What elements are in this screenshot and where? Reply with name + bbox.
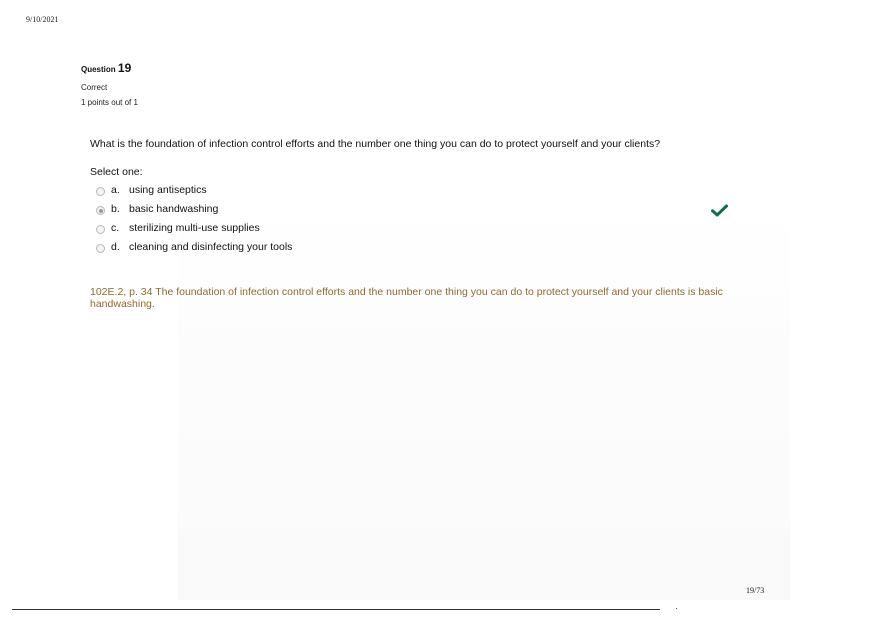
question-info [81, 60, 138, 110]
answer-text: using antiseptics [129, 183, 207, 196]
answer-letter: a. [111, 183, 120, 196]
answer-list [96, 180, 736, 256]
answer-letter: d. [111, 240, 120, 253]
question-number: 19 [117, 61, 132, 75]
radio-button[interactable] [96, 187, 105, 196]
answer-text: sterilizing multi-use supplies [129, 221, 260, 234]
answer-letter: b. [111, 202, 120, 215]
question-number-line [81, 60, 138, 78]
print-date: 9/10/2021 [26, 15, 59, 24]
background-shade [178, 208, 790, 600]
question-grade: 1 points out of 1 [81, 98, 138, 107]
answer-option-d[interactable] [96, 237, 736, 256]
answer-text: cleaning and disinfecting your tools [129, 240, 293, 253]
page-number: 19/73 [746, 586, 765, 595]
feedback-text: 102E.2, p. 34 The foundation of infection control efforts and the number one thing you can do to protect yourself and your clients is basic handwashing. [90, 286, 723, 310]
question-state: Correct [81, 83, 108, 92]
radio-button[interactable] [96, 225, 105, 234]
answer-letter: c. [111, 221, 120, 234]
radio-button-selected[interactable] [96, 206, 105, 215]
answer-option-a[interactable] [96, 180, 736, 199]
question-text: What is the foundation of infection control efforts and the number one thing you can do to protect yourself and your clients? [90, 138, 661, 150]
answer-option-c[interactable] [96, 218, 736, 237]
answer-option-b[interactable] [96, 199, 736, 218]
question-label: Question [81, 65, 116, 74]
radio-button[interactable] [96, 244, 105, 253]
answer-text: basic handwashing [129, 202, 219, 215]
select-one-prompt: Select one: [90, 166, 143, 178]
footer-mark [676, 608, 677, 609]
check-icon [711, 204, 728, 217]
footer-divider [12, 609, 660, 610]
